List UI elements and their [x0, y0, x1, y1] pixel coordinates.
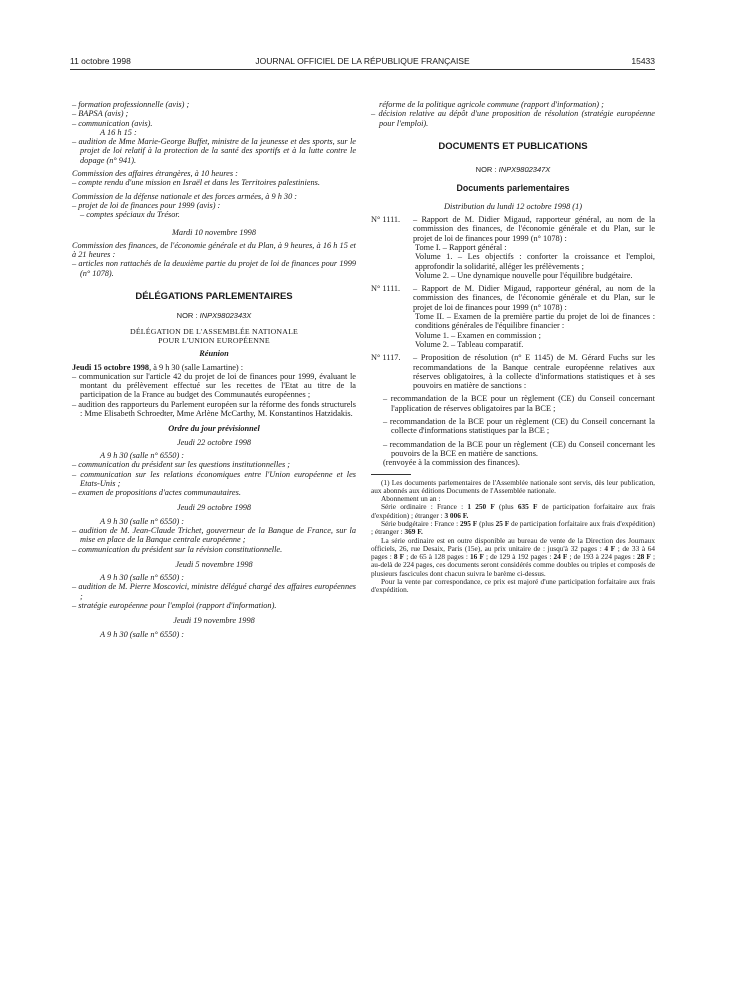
list-item: – audition des rapporteurs du Parlement européen sur la réforme des fonds structurels : Mme Elisabeth Schroedter, Mme Arlène McCarthy, M. Konstantinos Hatzidakis.: [72, 399, 356, 419]
document-number: N° 1111.: [371, 284, 401, 294]
time-line: A 9 h 30 (salle n° 6550) :: [100, 450, 185, 460]
footnote-rule: [371, 474, 411, 475]
document-text: – Rapport de M. Didier Migaud, rapporteur général, au nom de la commission des finances, de l'économie générale et du Plan, sur le projet de loi de finances pour 1999 (n° 1078) :: [413, 215, 655, 243]
list-item: – recommandation de la BCE pour un règlement (CE) du Conseil concernant les pouvoirs de la BCE en matière de sanctions.: [383, 439, 655, 458]
document-entry: [371, 284, 655, 312]
document-entry: [371, 353, 655, 390]
header-date: 11 octobre 1998: [70, 56, 131, 66]
date-heading: Jeudi 5 novembre 1998: [175, 559, 253, 569]
footnote-sale-terms: La série ordinaire est en outre disponible au bureau de vente de la Direction des Journaux officiels, 26, rue Desaix, Paris (15e), au prix unitaire de : jusqu'à 32 pages : 4 F ; de 33 à 64 pages : 8 F ; de 65 à 128 pages : 16 F ; de 129 à 192 pages : 24 F ; de 193 à 224 pages : 28 F ; au-delà de 224 pages, ces documents seront considérés comme doubles ou triples et composés de plusieurs fascicules dont chacun suivra le barème ci-dessus.: [371, 535, 655, 578]
list-item: – examen de propositions d'actes communautaires.: [72, 488, 241, 498]
section-title: DOCUMENTS ET PUBLICATIONS: [438, 140, 588, 152]
list-item: – décision relative au dépôt d'une proposition de résolution (stratégie européenne pour l'emploi).: [371, 109, 655, 128]
agenda-heading: Ordre du jour prévisionnel: [168, 424, 260, 434]
page-header: [70, 56, 655, 70]
time-line: A 9 h 30 (salle n° 6550) :: [100, 516, 185, 526]
date-heading: Jeudi 29 octobre 1998: [176, 503, 252, 513]
commission-heading: Commission des affaires étrangères, à 10 heures :: [72, 169, 238, 179]
date-heading: Mardi 10 novembre 1998: [172, 227, 256, 237]
header-rule: [70, 69, 655, 70]
document-sub: Volume 2. – Tableau comparatif.: [415, 339, 524, 349]
delegation-name: DÉLÉGATION DE L'ASSEMBLÉE NATIONALE: [129, 326, 298, 336]
list-item: – compte rendu d'une mission en Israël et dans les Territoires palestiniens.: [72, 178, 320, 188]
document-entry: [371, 215, 655, 243]
list-item: – articles non rattachés de la deuxième partie du projet de loi de finances pour 1999 (n° 1078).: [72, 259, 356, 278]
document-number: N° 1117.: [371, 353, 401, 363]
document-sub: Tome II. – Examen de la première partie du projet de loi de finances : conditions générales de l'équilibre financier :: [415, 312, 655, 331]
list-item: – communication du président sur la révision constitutionnelle.: [72, 544, 283, 554]
list-item: réforme de la politique agricole commune (rapport d'information) ;: [379, 100, 604, 109]
list-item: – recommandation de la BCE pour un règlement (CE) du Conseil concernant l'application de réserves obligatoires par la BCE ;: [383, 394, 655, 413]
document-sub: Volume 2. – Une dynamique nouvelle pour l'équilibre budgétaire.: [415, 270, 633, 280]
distribution-line: Distribution du lundi 12 octobre 1998 (1): [444, 201, 582, 211]
left-column: [72, 100, 356, 639]
footnote: [371, 479, 655, 595]
document-sub: Tome I. – Rapport général :: [415, 242, 507, 252]
meeting-line: Jeudi 15 octobre 1998, à 9 h 30 (salle Lamartine) :: [72, 362, 244, 372]
list-item: – formation professionnelle (avis) ;: [72, 100, 190, 109]
commission-heading: Commission des finances, de l'économie générale et du Plan, à 9 heures, à 16 h 15 et à 21 heures :: [72, 240, 356, 260]
date-heading: Jeudi 22 octobre 1998: [176, 437, 252, 447]
list-item: – stratégie européenne pour l'emploi (rapport d'information).: [72, 601, 277, 611]
nor-reference: NOR : INPX9802347X: [475, 165, 551, 175]
section-title: DÉLÉGATIONS PARLEMENTAIRES: [135, 291, 293, 303]
list-item: – communication sur l'article 42 du projet de loi de finances pour 1999, évaluant le montant du prélèvement effectué sur les recettes de l'Etat au titre de la participation de la France au budget des Communautés européennes ;: [72, 371, 356, 400]
reunion-heading: Réunion: [199, 349, 229, 359]
list-item: – audition de M. Jean-Claude Trichet, gouverneur de la Banque de France, sur la mise en place de la Banque centrale européenne ;: [72, 525, 356, 545]
list-item: – audition de Mme Marie-George Buffet, ministre de la jeunesse et des sports, sur le projet de loi relatif à la protection de la santé des sportifs et à la lutte contre le dopage (n° 941).: [72, 137, 356, 165]
list-item: – comptes spéciaux du Trésor.: [80, 210, 180, 220]
list-item: – audition de M. Pierre Moscovici, ministre délégué chargé des affaires européennes ;: [72, 582, 356, 601]
footnote-text: Pour la vente par correspondance, ce prix est majoré d'une participation forfaitaire aux frais d'expédition.: [371, 577, 655, 595]
footnote-text: (1) Les documents parlementaires de l'Assemblée nationale sont servis, dès leur publication, aux abonnés aux éditions Documents de l'Assemblée nationale.: [371, 477, 655, 495]
nor-reference: NOR : INPX9802343X: [176, 311, 252, 321]
header-page-number: 15433: [631, 56, 655, 66]
list-item: – BAPSA (avis) ;: [72, 109, 129, 119]
list-item: – recommandation de la BCE pour un règlement (CE) du Conseil concernant la collecte d'informations statistiques par la BCE ;: [383, 417, 655, 436]
header-journal-title: JOURNAL OFFICIEL DE LA RÉPUBLIQUE FRANÇAISE: [255, 56, 470, 66]
list-item: – communication sur les relations économiques entre l'Union européenne et les Etats-Unis ;: [72, 469, 356, 488]
subsection-title: Documents parlementaires: [456, 183, 570, 194]
footnote-price-budgetaire: Série budgétaire : France : 295 F (plus 25 F de participation forfaitaire aux frais d'expédition) ; étranger : 369 F.: [371, 518, 655, 537]
commission-heading: Commission de la défense nationale et des forces armées, à 9 h 30 :: [72, 191, 298, 201]
document-text: – Proposition de résolution (n° E 1145) de M. Gérard Fuchs sur les recommandations de la Banque centrale européenne relatives aux réserves obligatoires, à la collecte d'informations statistiques et à ses pouvoirs en matière de sanctions :: [413, 353, 655, 391]
time-line: A 9 h 30 (salle n° 6550) :: [100, 629, 185, 639]
document-sub: Volume 1. – Examen en commission ;: [415, 330, 541, 340]
time-line: A 9 h 30 (salle n° 6550) :: [100, 573, 185, 583]
right-column: [371, 100, 655, 595]
referral-note: (renvoyée à la commission des finances).: [383, 458, 520, 468]
time-line: A 16 h 15 :: [100, 127, 137, 137]
document-text: – Rapport de M. Didier Migaud, rapporteur général, au nom de la commission des finances, de l'économie générale et du Plan, sur le projet de loi de finances pour 1999 (n° 1078) :: [413, 284, 655, 312]
footnote-price-ordinaire: Série ordinaire : France : 1 250 F (plus 635 F de participation forfaitaire aux frais d'expédition) ; étranger : 3 006 F.: [371, 502, 655, 520]
footnote-text: Abonnement un an :: [381, 494, 441, 504]
document-sub: Volume 1. – Les objectifs : conforter la croissance et l'emploi, approfondir la solidarité, alléger les prélèvements ;: [415, 252, 655, 271]
list-item: – projet de loi de finances pour 1999 (avis) :: [72, 200, 221, 210]
document-number: N° 1111.: [371, 215, 401, 225]
date-heading: Jeudi 19 novembre 1998: [173, 616, 255, 626]
list-item: – communication (avis).: [72, 118, 153, 128]
list-item: – communication du président sur les questions institutionnelles ;: [72, 460, 291, 470]
delegation-name: POUR L'UNION EUROPÉENNE: [158, 335, 270, 345]
